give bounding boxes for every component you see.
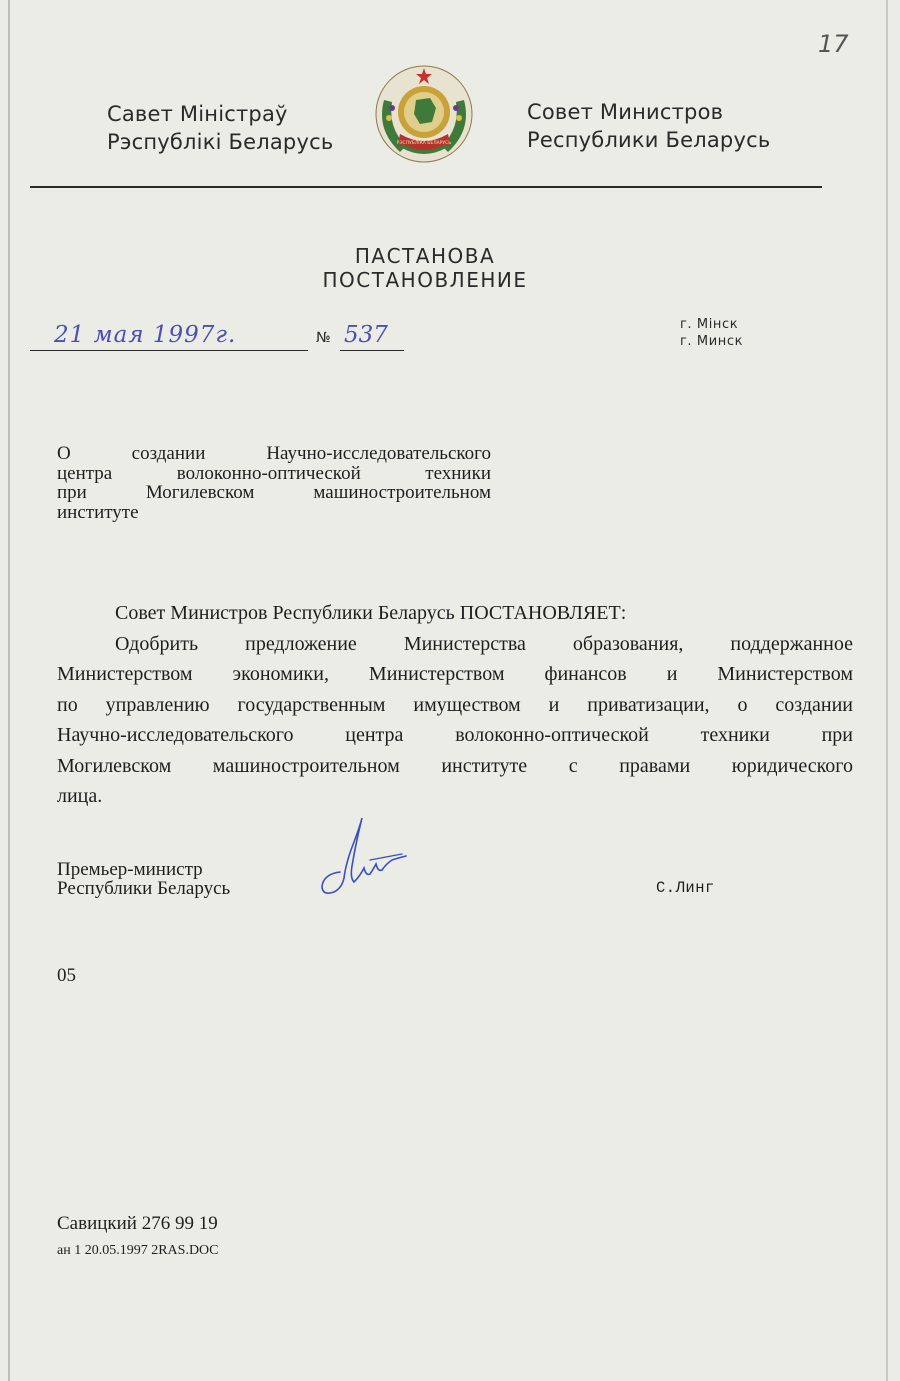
- body-line: Могилевском машиностроительном институте с правами юридического: [57, 754, 853, 777]
- city-block: [680, 316, 743, 350]
- document-body: [57, 598, 853, 812]
- document-title: [322, 244, 528, 292]
- document-subject: [57, 444, 491, 522]
- header-left-belarusian: [107, 100, 333, 156]
- title-russian: ПОСТАНОВЛЕНИЕ: [322, 268, 528, 292]
- header-right-line-1: Совет Министров: [527, 100, 724, 124]
- body-line: Научно-исследовательского центра волоконно-оптической техники при: [57, 724, 853, 746]
- file-reference: ан 1 20.05.1997 2RAS.DOC: [57, 1243, 219, 1258]
- signatory-position: [57, 860, 230, 898]
- city-russian: г. Минск: [680, 334, 744, 349]
- signatory-name: С.Линг: [656, 879, 715, 897]
- subject-line: О создании Научно-исследовательского: [57, 443, 491, 464]
- header-left-line-1: Савет Міністраў: [107, 102, 288, 126]
- body-line: Одобрить предложение Министерства образования, поддержанное: [115, 632, 853, 655]
- header-left-line-2: Рэспублікі Беларусь: [107, 130, 334, 154]
- folio-number: 17: [818, 30, 849, 58]
- executor-info: Савицкий 276 99 19: [57, 1213, 218, 1234]
- page-edge-right: [886, 0, 888, 1381]
- body-lead: Совет Министров Республики Беларусь ПОСТАНОВЛЯЕТ:: [115, 602, 627, 624]
- date-handwritten: 21 мая 1997г.: [54, 322, 237, 348]
- document-code: 05: [57, 965, 76, 986]
- body-line: по управлению государственным имуществом и приватизации, о создании: [57, 693, 853, 716]
- body-line: лица.: [57, 785, 103, 807]
- emblem-ribbon-text: РЭСПУБЛІКА БЕЛАРУСЬ: [396, 141, 452, 146]
- subject-line: при Могилевском машиностроительном: [57, 482, 491, 503]
- handwritten-signature: [310, 812, 420, 904]
- state-emblem-icon: [370, 60, 478, 168]
- header-right-line-2: Республики Беларусь: [527, 128, 771, 152]
- title-belarusian: ПАСТАНОВА: [354, 244, 496, 268]
- header-divider: [30, 186, 822, 188]
- position-line-2: Республики Беларусь: [57, 878, 231, 899]
- body-line: Министерством экономики, Министерством финансов и Министерством: [57, 663, 853, 685]
- position-line-1: Премьер-министр: [57, 859, 203, 880]
- number-label: №: [316, 330, 331, 346]
- number-handwritten: 537: [344, 322, 388, 348]
- page-edge-left: [8, 0, 10, 1381]
- header-right-russian: [527, 98, 770, 154]
- city-belarusian: г. Мінск: [680, 317, 739, 332]
- subject-line: центра волоконно-оптической техники: [57, 462, 491, 484]
- subject-line: институте: [57, 501, 139, 523]
